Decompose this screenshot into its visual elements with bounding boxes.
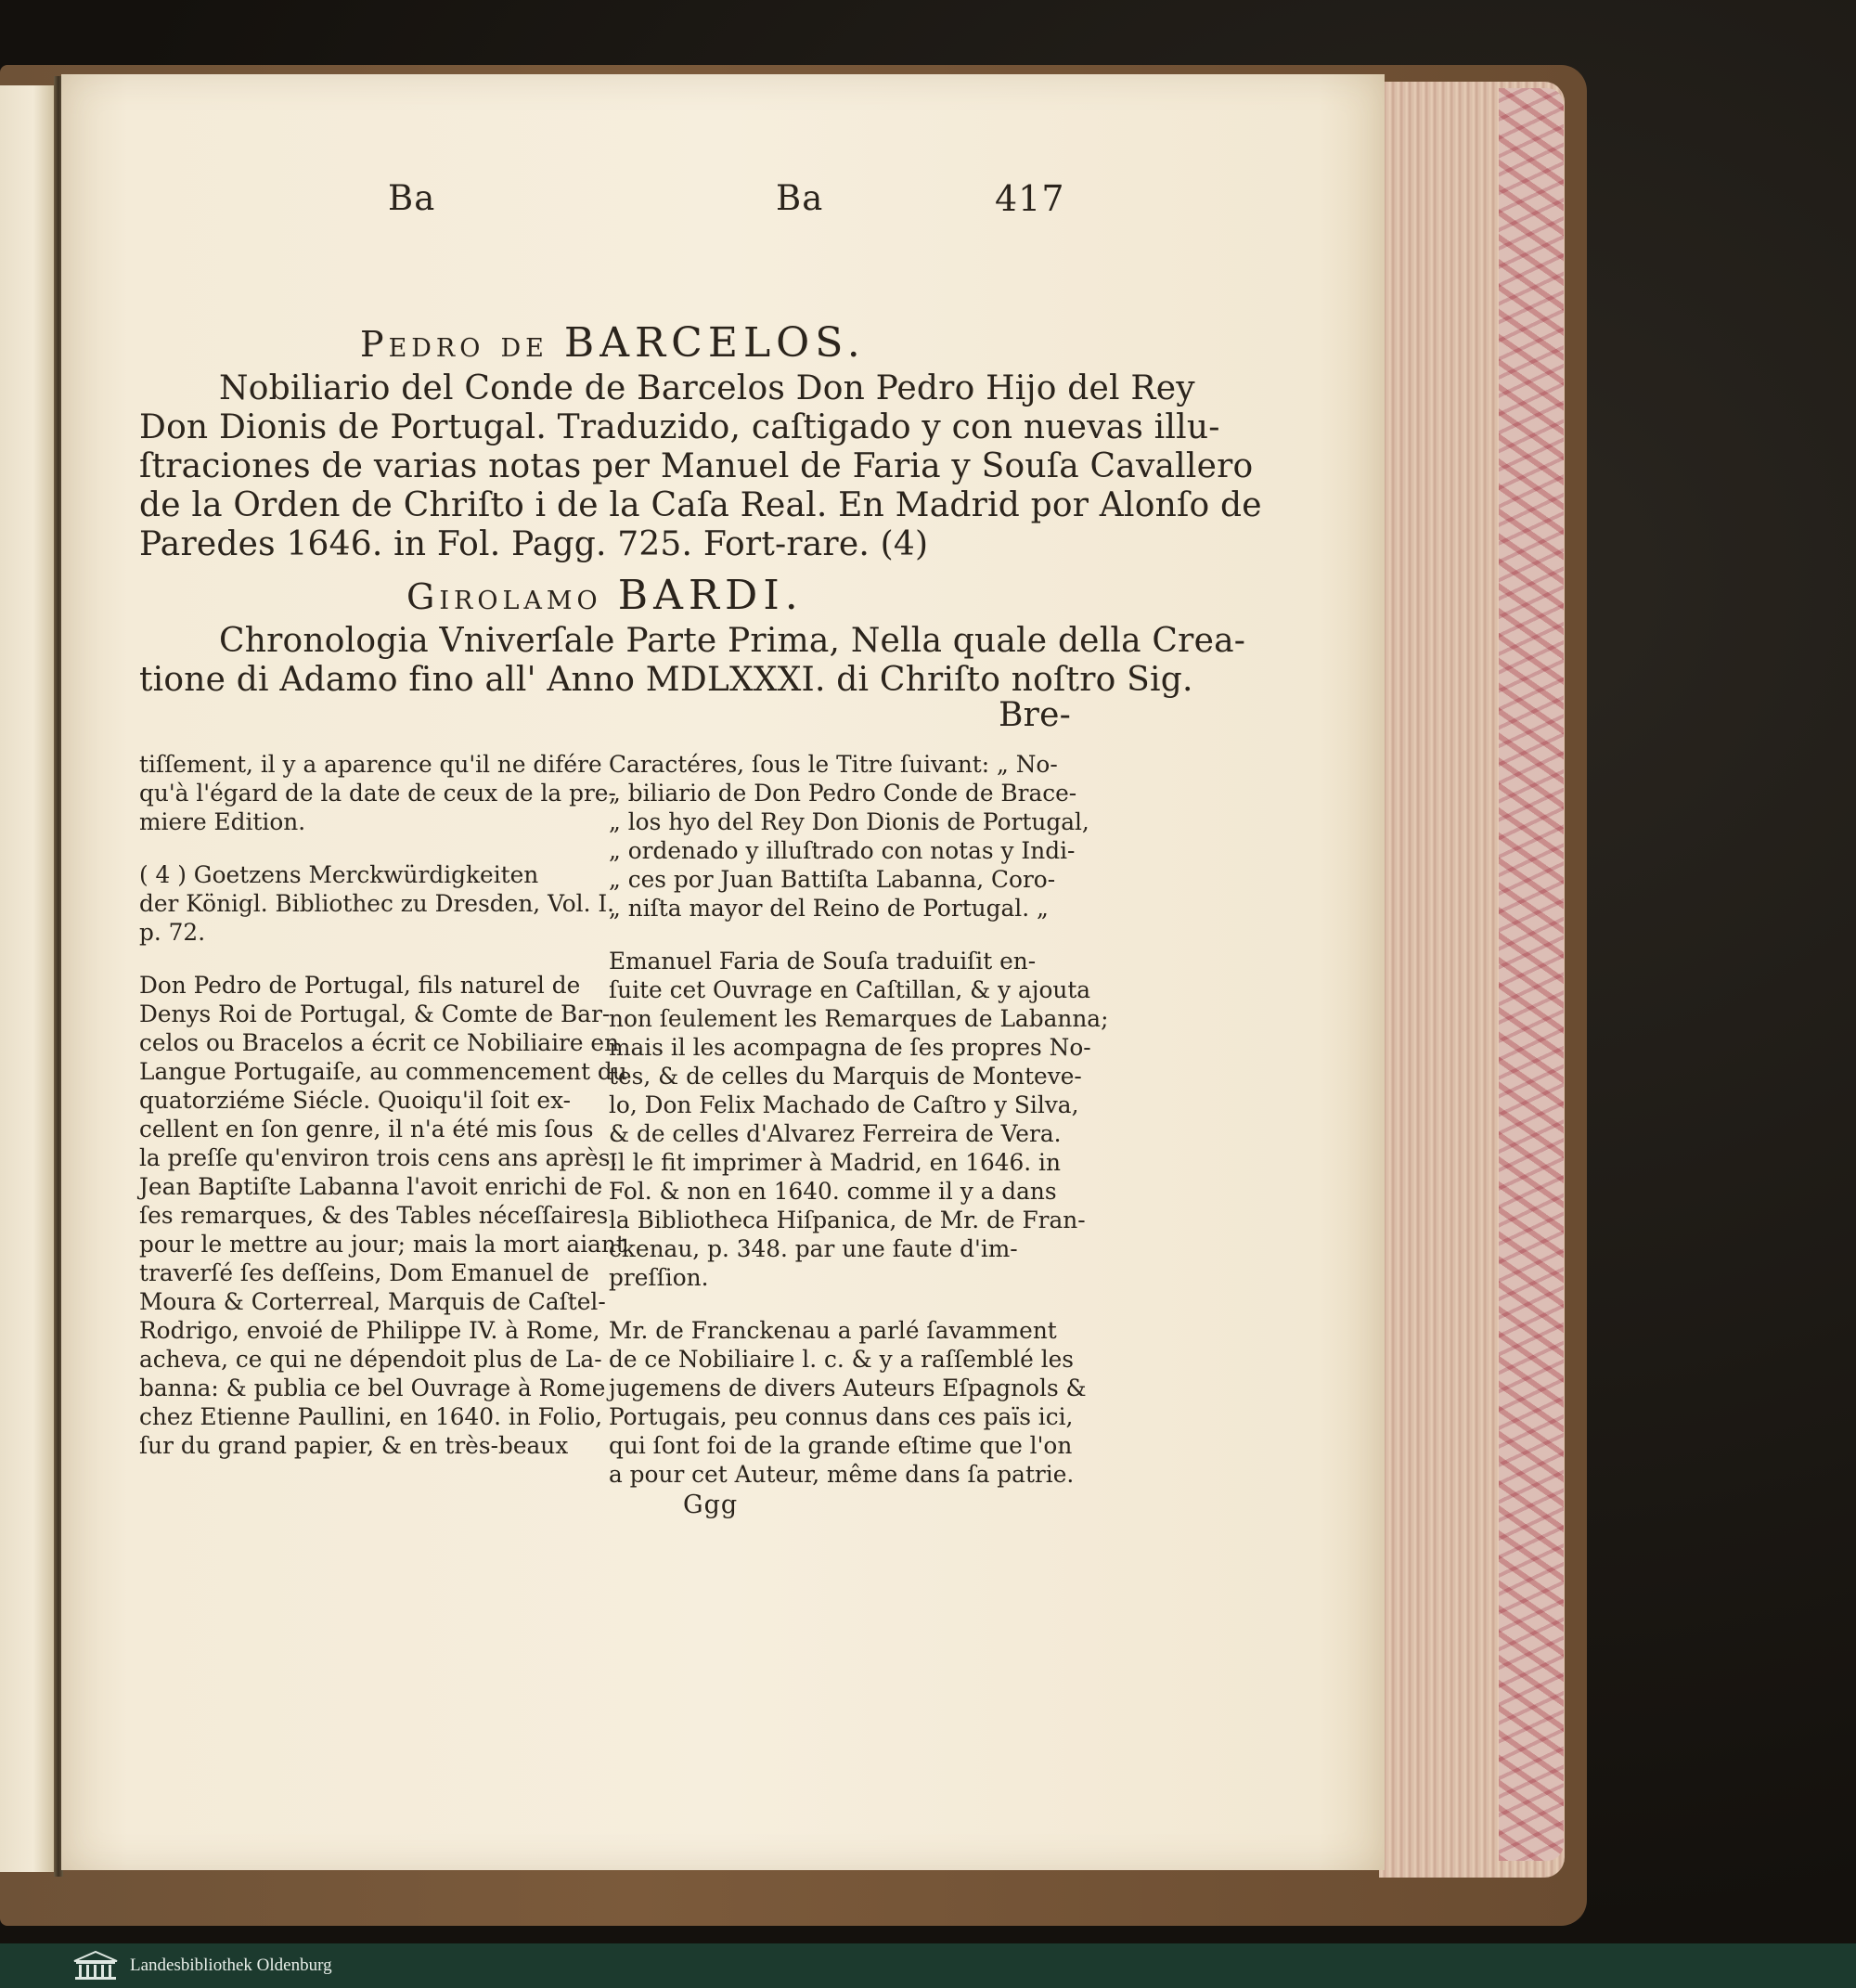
right-column-line: „ biliario de Don Pedro Conde de Brace- <box>609 780 1077 807</box>
left-column-line: la preſſe qu'environ trois cens ans après. <box>139 1144 618 1171</box>
right-column-line: a pour cet Auteur, même dans ſa patrie. <box>609 1461 1075 1488</box>
entry1-heading-small: Pedro de <box>360 324 548 365</box>
right-column-line: Portugais, peu connus dans ces païs ici, <box>609 1403 1074 1430</box>
entry1-line-1: Nobiliario del Conde de Barcelos Don Pedro Hijo del Rey <box>219 369 1195 407</box>
left-column-line: Jean Baptiſte Labanna l'avoit enrichi de <box>139 1173 603 1200</box>
right-column-line: preſſion. <box>609 1264 709 1291</box>
entry1-heading-big: BARCELOS. <box>563 319 866 367</box>
left-column-line: traverſé ſes deſſeins, Dom Emanuel de <box>139 1259 589 1286</box>
left-column-line: Rodrigo, envoié de Philippe IV. à Rome, <box>139 1317 600 1344</box>
left-column-line: banna: & publia ce bel Ouvrage à Rome <box>139 1375 606 1401</box>
left-column <box>139 750 627 1460</box>
right-column-line: „ niſta mayor del Reino de Portugal. „ <box>609 895 1049 922</box>
right-column-line: Mr. de Franckenau a parlé ſavamment <box>609 1317 1057 1344</box>
signature-mark: Ggg <box>683 1491 739 1519</box>
entry2-heading-big: BARDI. <box>617 572 804 619</box>
right-column-line: jugemens de divers Auteurs Eſpagnols & <box>609 1375 1087 1401</box>
left-column-line: Langue Portugaiſe, au commencement du <box>139 1058 627 1085</box>
left-column-line: Denys Roi de Portugal, & Comte de Bar- <box>139 1000 611 1027</box>
entry2-line-2: tione di Adamo fino all' Anno MDLXXXI. di Chriſto noſtro Sig. <box>139 661 1193 699</box>
right-column-line: „ ordenado y illuſtrado con notas y Indi- <box>609 837 1076 864</box>
right-column-line: Il le fit imprimer à Madrid, en 1646. in <box>609 1149 1061 1176</box>
right-column-line: Emanuel Faria de Souſa traduiſit en- <box>609 948 1037 975</box>
right-column-line: Caractéres, ſous le Titre ſuivant: „ No- <box>609 751 1058 778</box>
right-column-line: non ſeulement les Remarques de Labanna; <box>609 1005 1109 1032</box>
left-column-line: quatorziéme Siécle. Quoiqu'il ſoit ex- <box>139 1087 572 1114</box>
footer-bar <box>0 1943 1856 1988</box>
entry1-line-4: de la Orden de Chriſto i de la Caſa Real. En Madrid por Alonſo de <box>139 486 1262 524</box>
left-column-line: acheva, ce qui ne dépendoit plus de La- <box>139 1346 602 1373</box>
right-column-gap <box>609 1292 1052 1316</box>
right-column-gap <box>609 923 1052 947</box>
left-column-line: ſes remarques, & des Tables néceſſaires <box>139 1202 609 1229</box>
right-column-line: la Bibliotheca Hiſpanica, de Mr. de Fran- <box>609 1207 1086 1233</box>
entry2-heading-small: Girolamo <box>406 576 602 617</box>
page-number: 417 <box>995 178 1065 219</box>
right-column-line: mais il les acompagna de ſes propres No- <box>609 1034 1091 1061</box>
right-column-line: lo, Don Felix Machado de Caſtro y Silva, <box>609 1091 1079 1118</box>
left-column-line: qu'à l'égard de la date de ceux de la pre- <box>139 780 616 807</box>
left-column-line: cellent en ſon genre, il n'a été mis ſous <box>139 1116 594 1142</box>
header-center: Ba <box>776 178 824 218</box>
left-column-line: ſur du grand papier, & en très-beaux <box>139 1432 569 1459</box>
left-column-line: celos ou Bracelos a écrit ce Nobiliaire en <box>139 1029 620 1056</box>
left-column-line: der Königl. Bibliothec zu Dresden, Vol. I. <box>139 890 615 917</box>
left-page-edge <box>0 85 56 1872</box>
entry2-line-1: Chronologia Vniverſale Parte Prima, Nella quale della Crea- <box>219 622 1246 660</box>
left-column-line: tiſſement, il y a aparence qu'il ne difére <box>139 751 602 778</box>
entry1-heading <box>360 319 866 367</box>
left-column-line: Don Pedro de Portugal, fils naturel de <box>139 972 581 999</box>
right-column-line: qui ſont foi de la grande eſtime que l'on <box>609 1432 1073 1459</box>
footer-label: Landesbibliothek Oldenburg <box>130 1956 332 1975</box>
right-column-line: „ ces por Juan Battiſta Labanna, Coro- <box>609 866 1056 893</box>
marbled-edge <box>1499 88 1564 1861</box>
right-column-line: & de celles d'Alvarez Ferreira de Vera. <box>609 1120 1062 1147</box>
entry1-line-5: Paredes 1646. in Fol. Pagg. 725. Fort-rare. (4) <box>139 525 929 563</box>
right-column <box>609 750 1109 1489</box>
left-column-line: Moura & Corterreal, Marquis de Caſtel- <box>139 1288 606 1315</box>
right-column-line: „ los hyo del Rey Don Dionis de Portugal, <box>609 808 1089 835</box>
entry1-line-2: Don Dionis de Portugal. Traduzido, caſtigado y con nuevas illu- <box>139 408 1220 446</box>
left-column-gap <box>139 836 583 860</box>
right-column-line: tes, & de celles du Marquis de Monteve- <box>609 1063 1082 1090</box>
right-column-line: ſuite cet Ouvrage en Caſtillan, & y ajouta <box>609 976 1091 1003</box>
left-column-line: chez Etienne Paullini, en 1640. in Folio, <box>139 1403 603 1430</box>
left-column-line: p. 72. <box>139 919 206 946</box>
entry2-heading <box>406 572 804 619</box>
right-column-line: de ce Nobiliaire l. c. & y a raſſemblé les <box>609 1346 1075 1373</box>
entry1-line-3: ſtraciones de varias notas per Manuel de Faria y Souſa Cavallero <box>139 447 1254 485</box>
right-column-line: ckenau, p. 348. par une faute d'im- <box>609 1235 1018 1262</box>
left-column-line: miere Edition. <box>139 808 306 835</box>
header-left: Ba <box>388 178 436 218</box>
library-building-icon <box>72 1950 119 1982</box>
left-column-gap <box>139 947 583 971</box>
left-column-line: ( 4 ) Goetzens Merckwürdigkeiten <box>139 861 539 888</box>
entry2-catchword: Bre- <box>999 696 1071 734</box>
left-column-line: pour le mettre au jour; mais la mort aiant <box>139 1231 625 1258</box>
right-column-line: Fol. & non en 1640. comme il y a dans <box>609 1178 1057 1205</box>
